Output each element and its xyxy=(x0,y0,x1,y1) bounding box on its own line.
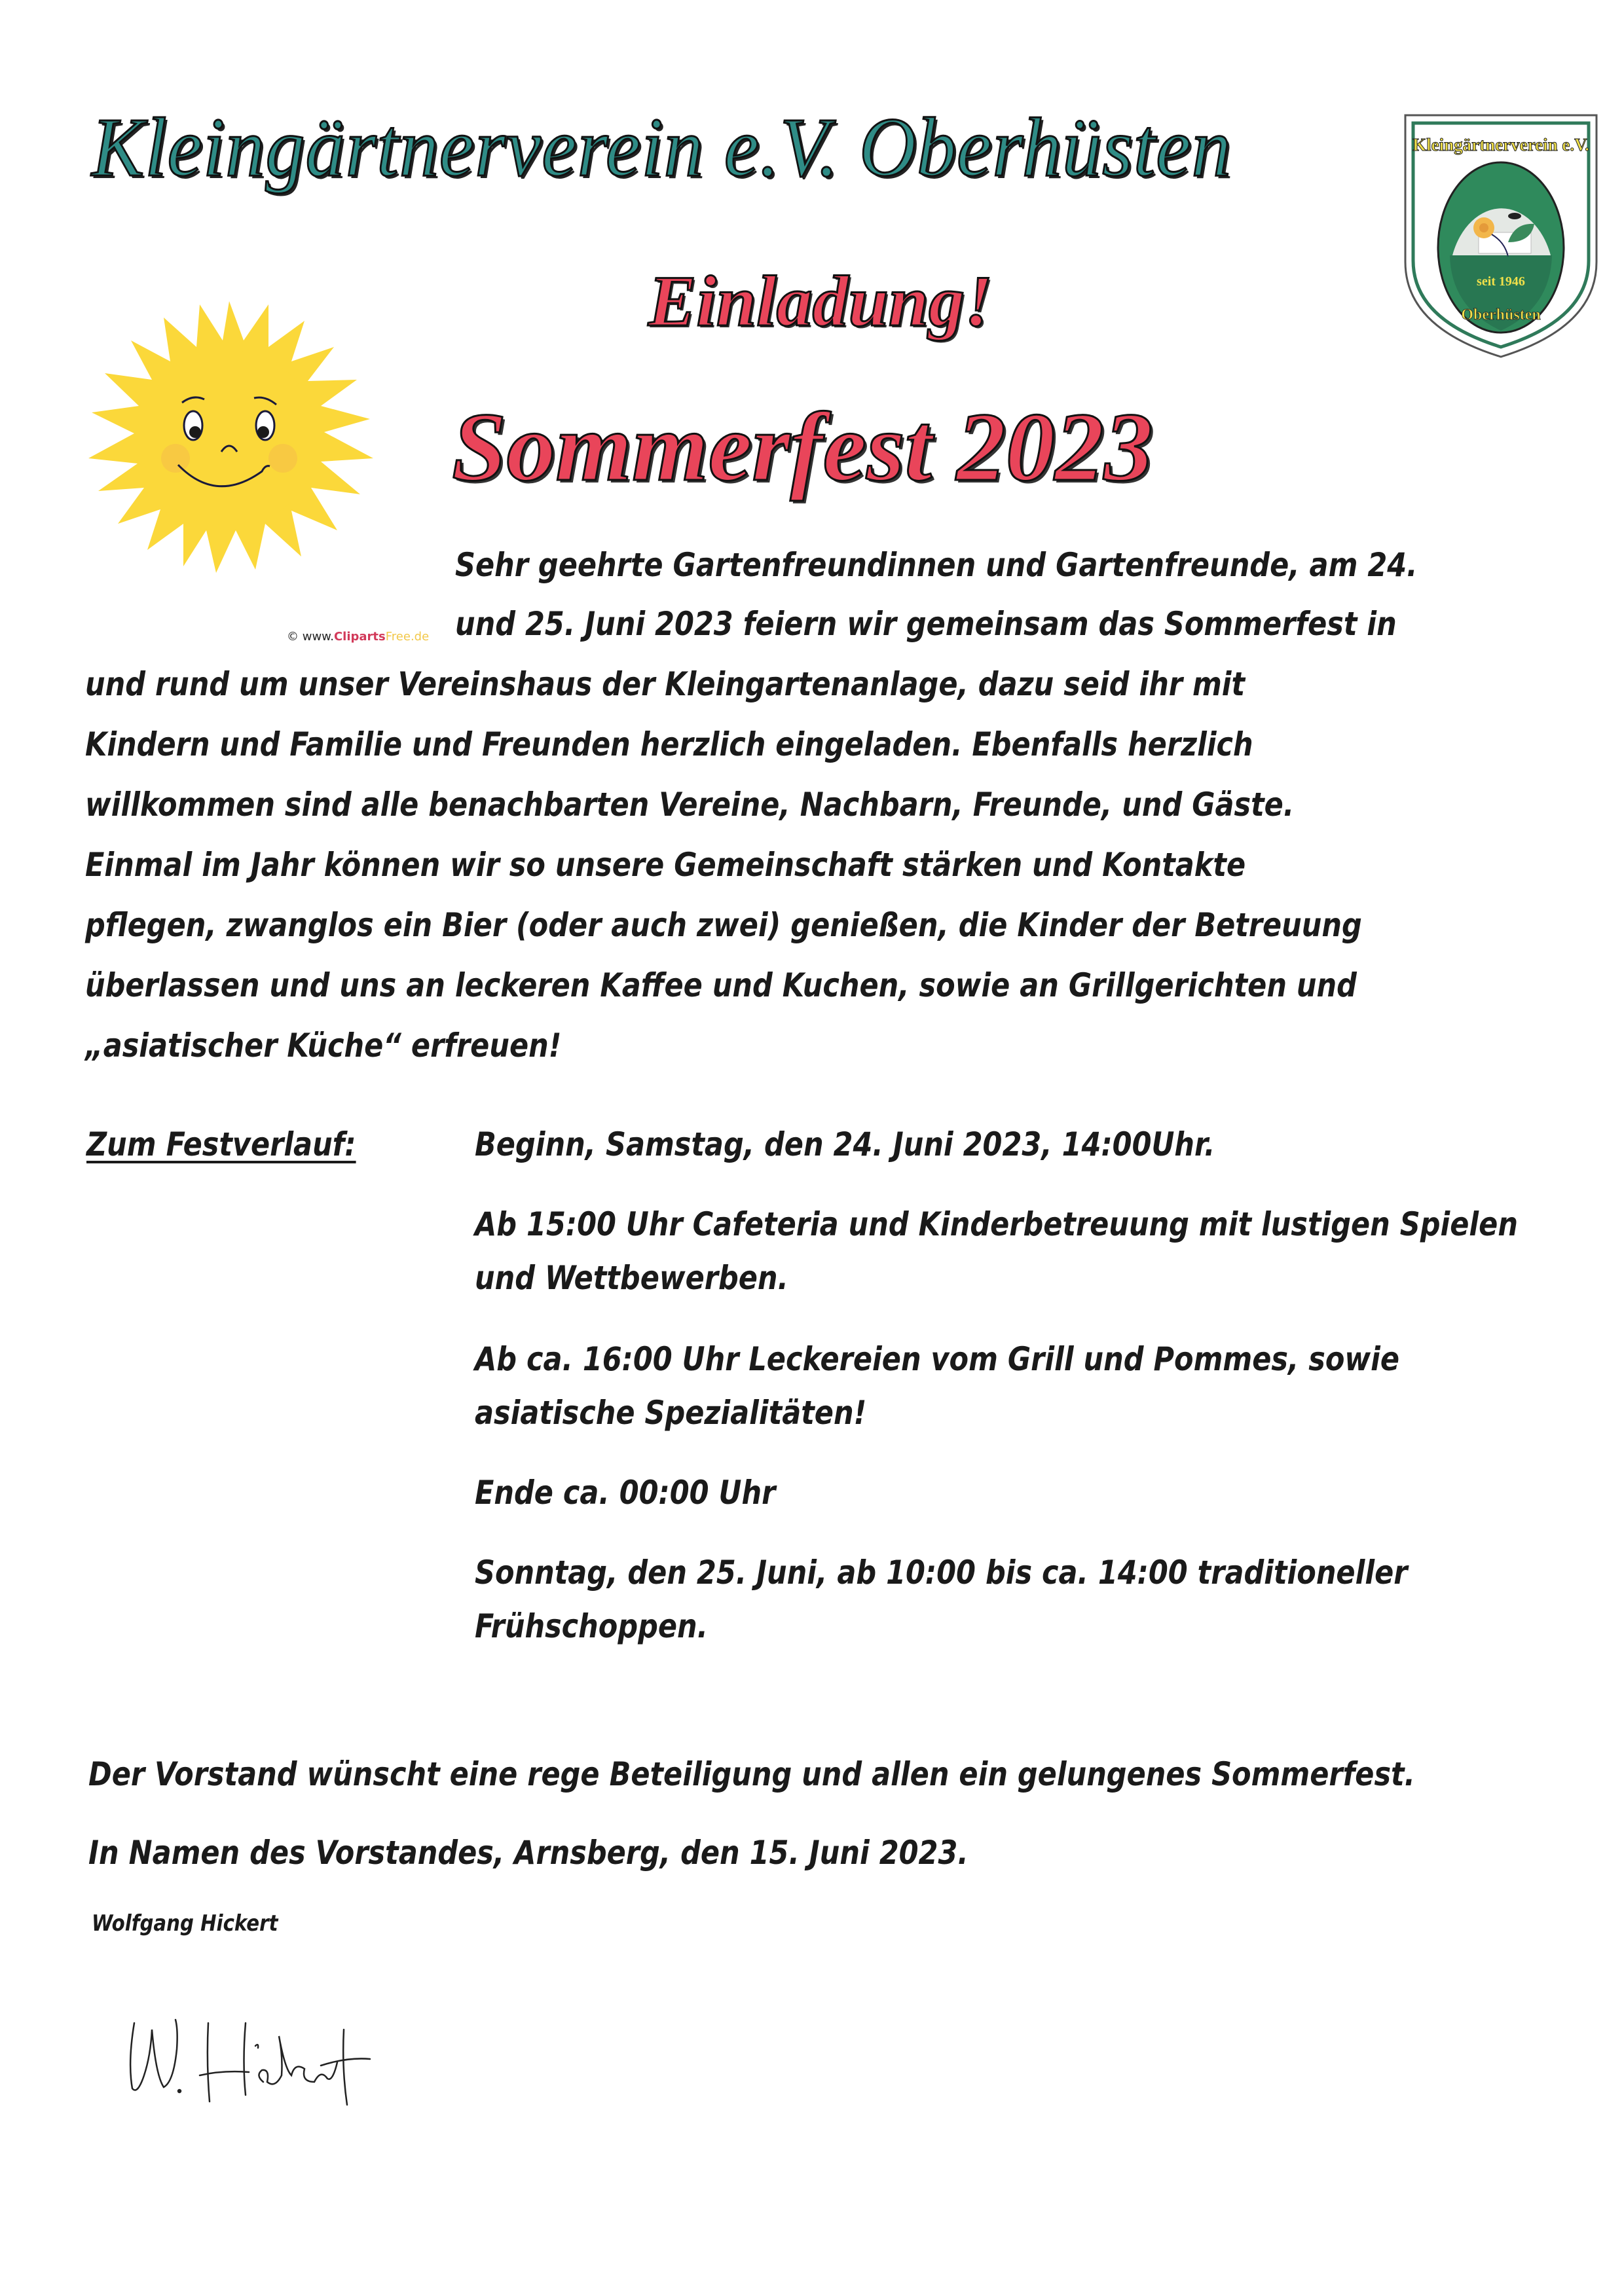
body-line: Kindern und Familie und Freunden herzlich eingeladen. Ebenfalls herzlich xyxy=(85,725,1253,763)
schedule-item: Beginn, Samstag, den 24. Juni 2023, 14:00Uhr. xyxy=(475,1125,1215,1163)
body-line: überlassen und uns an leckeren Kaffee und Kuchen, sowie an Grillgerichten und xyxy=(85,966,1357,1004)
schedule-item: Ende ca. 00:00 Uhr xyxy=(475,1474,776,1512)
logo-bottom-text: Oberhüsten xyxy=(1461,306,1541,323)
logo-top-text: Kleingärtnerverein e.V. xyxy=(1412,135,1589,155)
invitation-heading: Einladung! xyxy=(648,261,993,341)
schedule-item: Ab ca. 16:00 Uhr Leckereien vom Grill und Pommes, sowie xyxy=(475,1340,1400,1378)
schedule-item: und Wettbewerben. xyxy=(475,1259,788,1297)
schedule-item: asiatische Spezialitäten! xyxy=(475,1394,867,1432)
schedule-item: Frühschoppen. xyxy=(475,1607,708,1645)
club-crest-logo xyxy=(1400,111,1603,360)
schedule-item: Ab 15:00 Uhr Cafeteria und Kinderbetreuung mit lustigen Spielen xyxy=(475,1205,1518,1243)
clipart-credit: © www.ClipartsFree.de xyxy=(287,630,430,644)
club-name-heading: Kleingärtnerverein e.V. Oberhüsten xyxy=(92,101,1232,194)
closing-place-date: In Namen des Vorstandes, Arnsberg, den 15. Juni 2023. xyxy=(88,1834,969,1872)
body-line: willkommen sind alle benachbarten Vereine, Nachbarn, Freunde, und Gäste. xyxy=(85,786,1295,824)
smiling-sun-illustration xyxy=(52,288,406,589)
logo-year-text: seit 1946 xyxy=(1477,274,1525,289)
body-line: Einmal im Jahr können wir so unsere Gemeinschaft stärken und Kontakte xyxy=(85,846,1246,884)
event-title: Sommerfest 2023 xyxy=(452,393,1153,501)
signatory-name: Wolfgang Hickert xyxy=(92,1910,278,1937)
body-line: und rund um unser Vereinshaus der Kleingartenanlage, dazu seid ihr mit xyxy=(85,665,1246,703)
body-line: und 25. Juni 2023 feiern wir gemeinsam das Sommerfest in xyxy=(455,605,1397,643)
body-line: „asiatischer Küche“ erfreuen! xyxy=(85,1027,562,1065)
schedule-label: Zum Festverlauf: xyxy=(86,1125,356,1163)
closing-wish: Der Vorstand wünscht eine rege Beteiligung und allen ein gelungenes Sommerfest. xyxy=(88,1755,1415,1793)
schedule-item: Sonntag, den 25. Juni, ab 10:00 bis ca. 14:00 traditioneller xyxy=(475,1554,1408,1592)
body-line: pflegen, zwanglos ein Bier (oder auch zwei) genießen, die Kinder der Betreuung xyxy=(85,906,1362,944)
body-line: Sehr geehrte Gartenfreundinnen und Gartenfreunde, am 24. xyxy=(455,546,1418,584)
handwritten-signature xyxy=(124,2010,399,2108)
